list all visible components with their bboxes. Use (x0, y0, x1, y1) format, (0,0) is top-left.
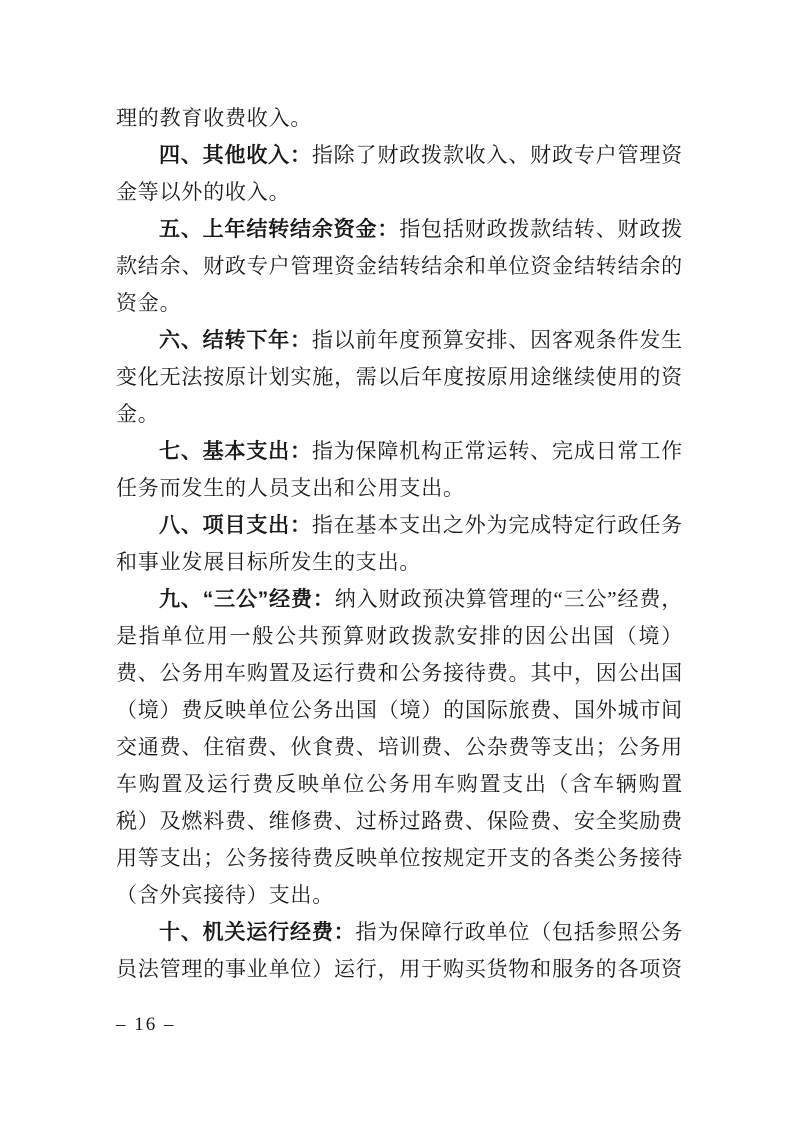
paragraph-carryover-next-year (116, 322, 683, 433)
paragraph-basic-expenditure (116, 433, 683, 507)
paragraph-lead: 九、“三公”经费： (159, 588, 335, 611)
paragraph-lead: 四、其他收入： (159, 144, 312, 167)
paragraph-body: 指包括财政拨款结转、财政拨款结余、财政专户管理资金结转结余和单位资金结转结余的资金。 (116, 217, 683, 315)
paragraph-lead: 十、机关运行经费： (159, 921, 356, 944)
paragraph-agency-operating-funds (116, 914, 683, 988)
paragraph-body: 纳入财政预决算管理的“三公”经费，是指单位用一般公共预算财政拨款安排的因公出国（境）费、公务用车购置及运行费和公务接待费。其中，因公出国（境）费反映单位公务出国（境）的国际旅费、国外城市间交通费、住宿费、伙食费、培训费、公杂费等支出；公务用车购置及运行费反映单位公务用车购置支出（含车辆购置税）及燃料费、维修费、过桥过路费、保险费、安全奖励费用等支出；公务接待费反映单位按规定开支的各类公务接待（含外宾接待）支出。 (116, 587, 683, 907)
paragraph-lead: 八、项目支出： (159, 514, 312, 537)
paragraph-project-expenditure (116, 507, 683, 581)
paragraph-body: 指以前年度预算安排、因客观条件发生变化无法按原计划实施，需以后年度按原用途继续使用的资金。 (116, 328, 683, 426)
paragraph-body: 指为保障机构正常运转、完成日常工作任务而发生的人员支出和公用支出。 (116, 439, 683, 500)
paragraph-three-public-funds (116, 581, 683, 914)
paragraph-continuation: 理的教育收费收入。 (116, 106, 313, 130)
page-number: – 16 – (116, 1014, 176, 1035)
paragraph-body: 指为保障行政单位（包括参照公务员法管理的事业单位）运行，用于购买货物和服务的各项资 (116, 920, 683, 981)
paragraph-lead: 六、结转下年： (159, 329, 312, 352)
paragraph-lead: 七、基本支出： (159, 440, 312, 463)
document-text-block (116, 100, 683, 988)
paragraph-body: 指在基本支出之外为完成特定行政任务和事业发展目标所发生的支出。 (116, 513, 683, 574)
paragraph-body: 指除了财政拨款收入、财政专户管理资金等以外的收入。 (116, 143, 683, 204)
paragraph-carryover-funds (116, 211, 683, 322)
paragraph-other-income (116, 137, 683, 211)
paragraph-lead: 五、上年结转结余资金： (159, 218, 400, 241)
